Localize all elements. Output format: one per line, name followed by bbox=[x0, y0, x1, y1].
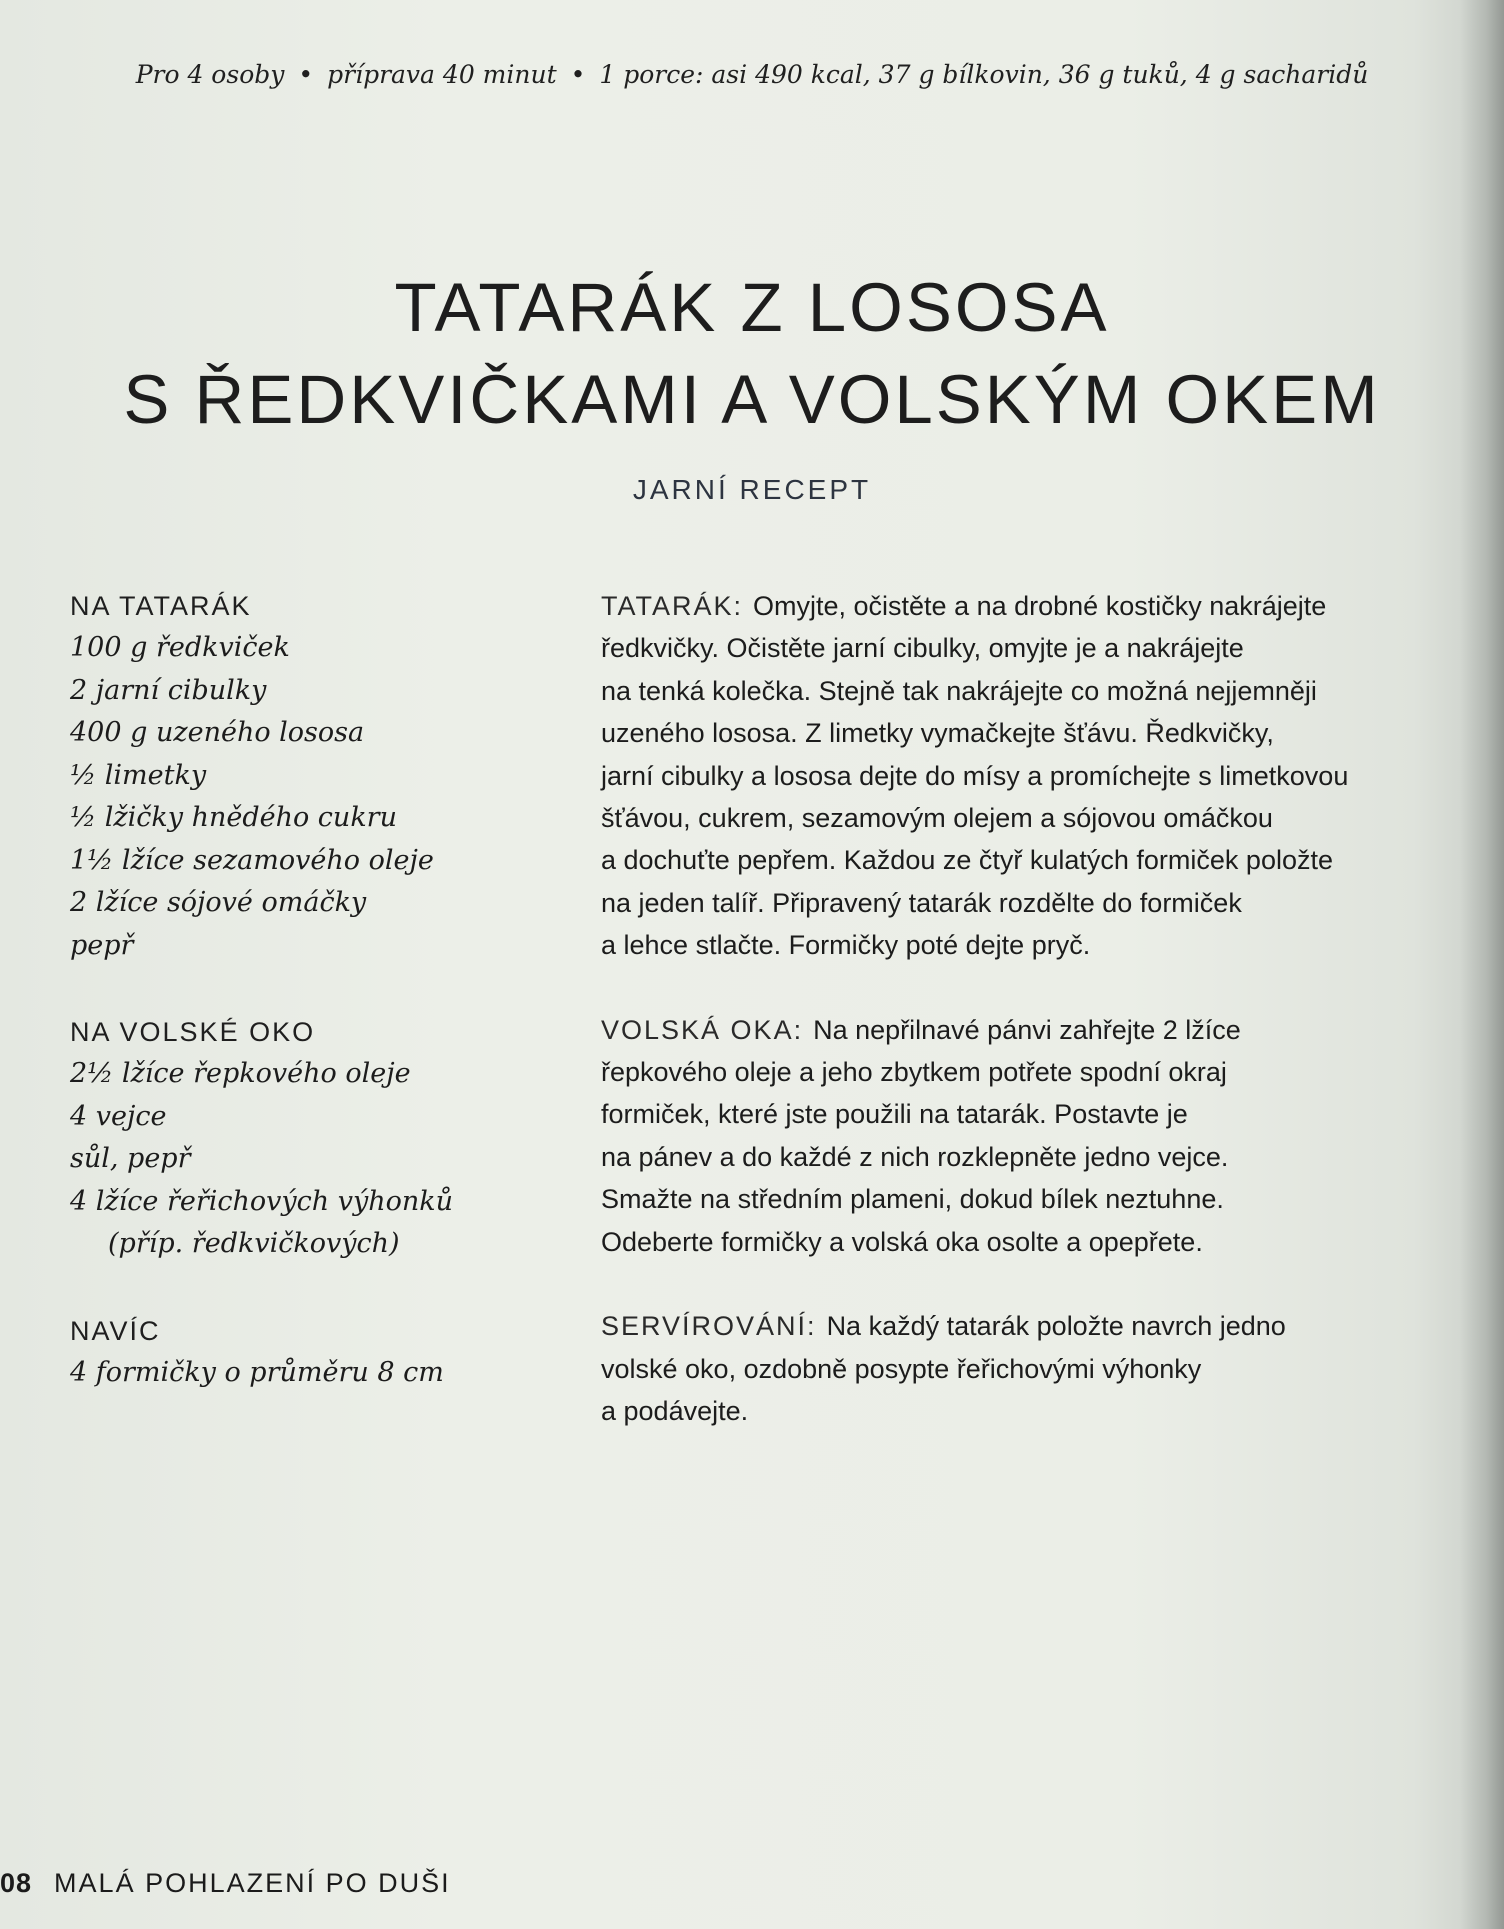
ingredient-item: 400 g uzeného lososa bbox=[70, 717, 365, 748]
recipe-subtitle: JARNÍ RECEPT bbox=[632, 474, 872, 505]
servings: Pro 4 osoby bbox=[135, 60, 285, 89]
ingredient-item: 4 formičky o průměru 8 cm bbox=[70, 1356, 444, 1388]
ingredient-item: ½ limetky bbox=[70, 759, 207, 791]
ingredient-item: 100 g ředkviček bbox=[70, 632, 290, 663]
step-line: uzeného lososa. Z limetky vymačkejte šťávu. Ředkvičky, bbox=[601, 718, 1274, 749]
page-number: 08 bbox=[0, 1868, 33, 1898]
step-line bbox=[601, 1305, 1461, 1347]
instructions-column bbox=[601, 585, 1461, 1474]
section-heading: NA TATARÁK bbox=[70, 591, 252, 621]
ingredient-item: 1½ lžíce sezamového oleje bbox=[70, 844, 434, 876]
recipe-title-line-1: TATARÁK Z LOSOSA bbox=[394, 269, 1110, 346]
nutrition-info: 1 porce: asi 490 kcal, 37 g bílkovin, 36 g tuků, 4 g sacharidů bbox=[599, 60, 1369, 89]
step-line: šťávou, cukrem, sezamovým olejem a sójovou omáčkou bbox=[601, 803, 1273, 834]
step-line: a dochuťte pepřem. Každou ze čtyř kulatých formiček položte bbox=[601, 845, 1333, 876]
ingredients-column bbox=[70, 585, 570, 1438]
ingredient-item: ½ lžičky hnědého cukru bbox=[70, 802, 397, 833]
step-text: Omyjte, očistěte a na drobné kostičky nakrájejte bbox=[753, 591, 1327, 621]
step-line bbox=[601, 585, 1461, 627]
recipe-title bbox=[0, 262, 1504, 446]
ingredients-tatarak bbox=[70, 585, 570, 967]
step-line: ředkvičky. Očistěte jarní cibulky, omyjte je a nakrájejte bbox=[601, 633, 1244, 664]
ingredient-item: 2½ lžíce řepkového oleje bbox=[70, 1058, 411, 1089]
step-servirovani bbox=[601, 1305, 1461, 1432]
recipe-meta bbox=[0, 60, 1504, 89]
bullet-separator: • bbox=[570, 60, 586, 89]
prep-time: příprava 40 minut bbox=[327, 60, 557, 89]
step-line: na jeden talíř. Připravený tatarák rozdělte do formiček bbox=[601, 887, 1242, 918]
ingredient-item: 4 lžíce řeřichových výhonků bbox=[70, 1185, 454, 1217]
step-line: a lehce stlačte. Formičky poté dejte pryč. bbox=[601, 930, 1091, 961]
section-heading: NA VOLSKÉ OKO bbox=[70, 1017, 316, 1047]
step-label: TATARÁK: bbox=[601, 591, 744, 621]
ingredient-item: 2 jarní cibulky bbox=[70, 674, 267, 706]
step-text: Na nepřilnavé pánvi zahřejte 2 lžíce bbox=[813, 1014, 1241, 1045]
step-line: řepkového oleje a jeho zbytkem potřete spodní okraj bbox=[601, 1057, 1227, 1088]
ingredient-item: 4 vejce bbox=[70, 1100, 167, 1132]
ingredients-navic bbox=[70, 1310, 570, 1395]
step-line: Odeberte formičky a volská oka osolte a opepřete. bbox=[601, 1226, 1203, 1257]
step-volska-oka bbox=[601, 1009, 1461, 1263]
step-line: formiček, které jste použili na tatarák. Postavte je bbox=[601, 1099, 1188, 1130]
step-label: SERVÍROVÁNÍ: bbox=[601, 1311, 817, 1342]
ingredient-item: sůl, pepř bbox=[70, 1143, 191, 1174]
page-footer bbox=[0, 1868, 451, 1899]
step-label: VOLSKÁ OKA: bbox=[601, 1014, 804, 1045]
bullet-separator: • bbox=[298, 60, 314, 89]
step-text: Na každý tatarák položte navrch jedno bbox=[826, 1311, 1286, 1342]
step-line: volské oko, ozdobně posypte řeřichovými výhonky bbox=[601, 1353, 1202, 1384]
step-line bbox=[601, 1009, 1461, 1051]
ingredient-item: pepř bbox=[70, 929, 134, 961]
ingredients-volske-oko bbox=[70, 1011, 570, 1266]
ingredient-item: 2 lžíce sójové omáčky bbox=[70, 887, 367, 918]
section-heading: NAVÍC bbox=[70, 1315, 161, 1346]
ingredient-item: (příp. ředkvičkových) bbox=[108, 1228, 400, 1259]
recipe-title-line-2: S ŘEDKVIČKAMI A VOLSKÝM OKEM bbox=[123, 361, 1381, 438]
book-title: MALÁ POHLAZENÍ PO DUŠI bbox=[54, 1868, 451, 1898]
step-line: jarní cibulky a lososa dejte do mísy a promíchejte s limetkovou bbox=[601, 760, 1349, 791]
step-line: Smažte na středním plameni, dokud bílek neztuhne. bbox=[601, 1184, 1224, 1215]
step-line: na tenká kolečka. Stejně tak nakrájejte co možná nejjemněji bbox=[601, 675, 1317, 706]
step-line: na pánev a do každé z nich rozklepněte jedno vejce. bbox=[601, 1141, 1229, 1172]
step-tatarak bbox=[601, 585, 1461, 967]
step-line: a podávejte. bbox=[601, 1395, 749, 1426]
